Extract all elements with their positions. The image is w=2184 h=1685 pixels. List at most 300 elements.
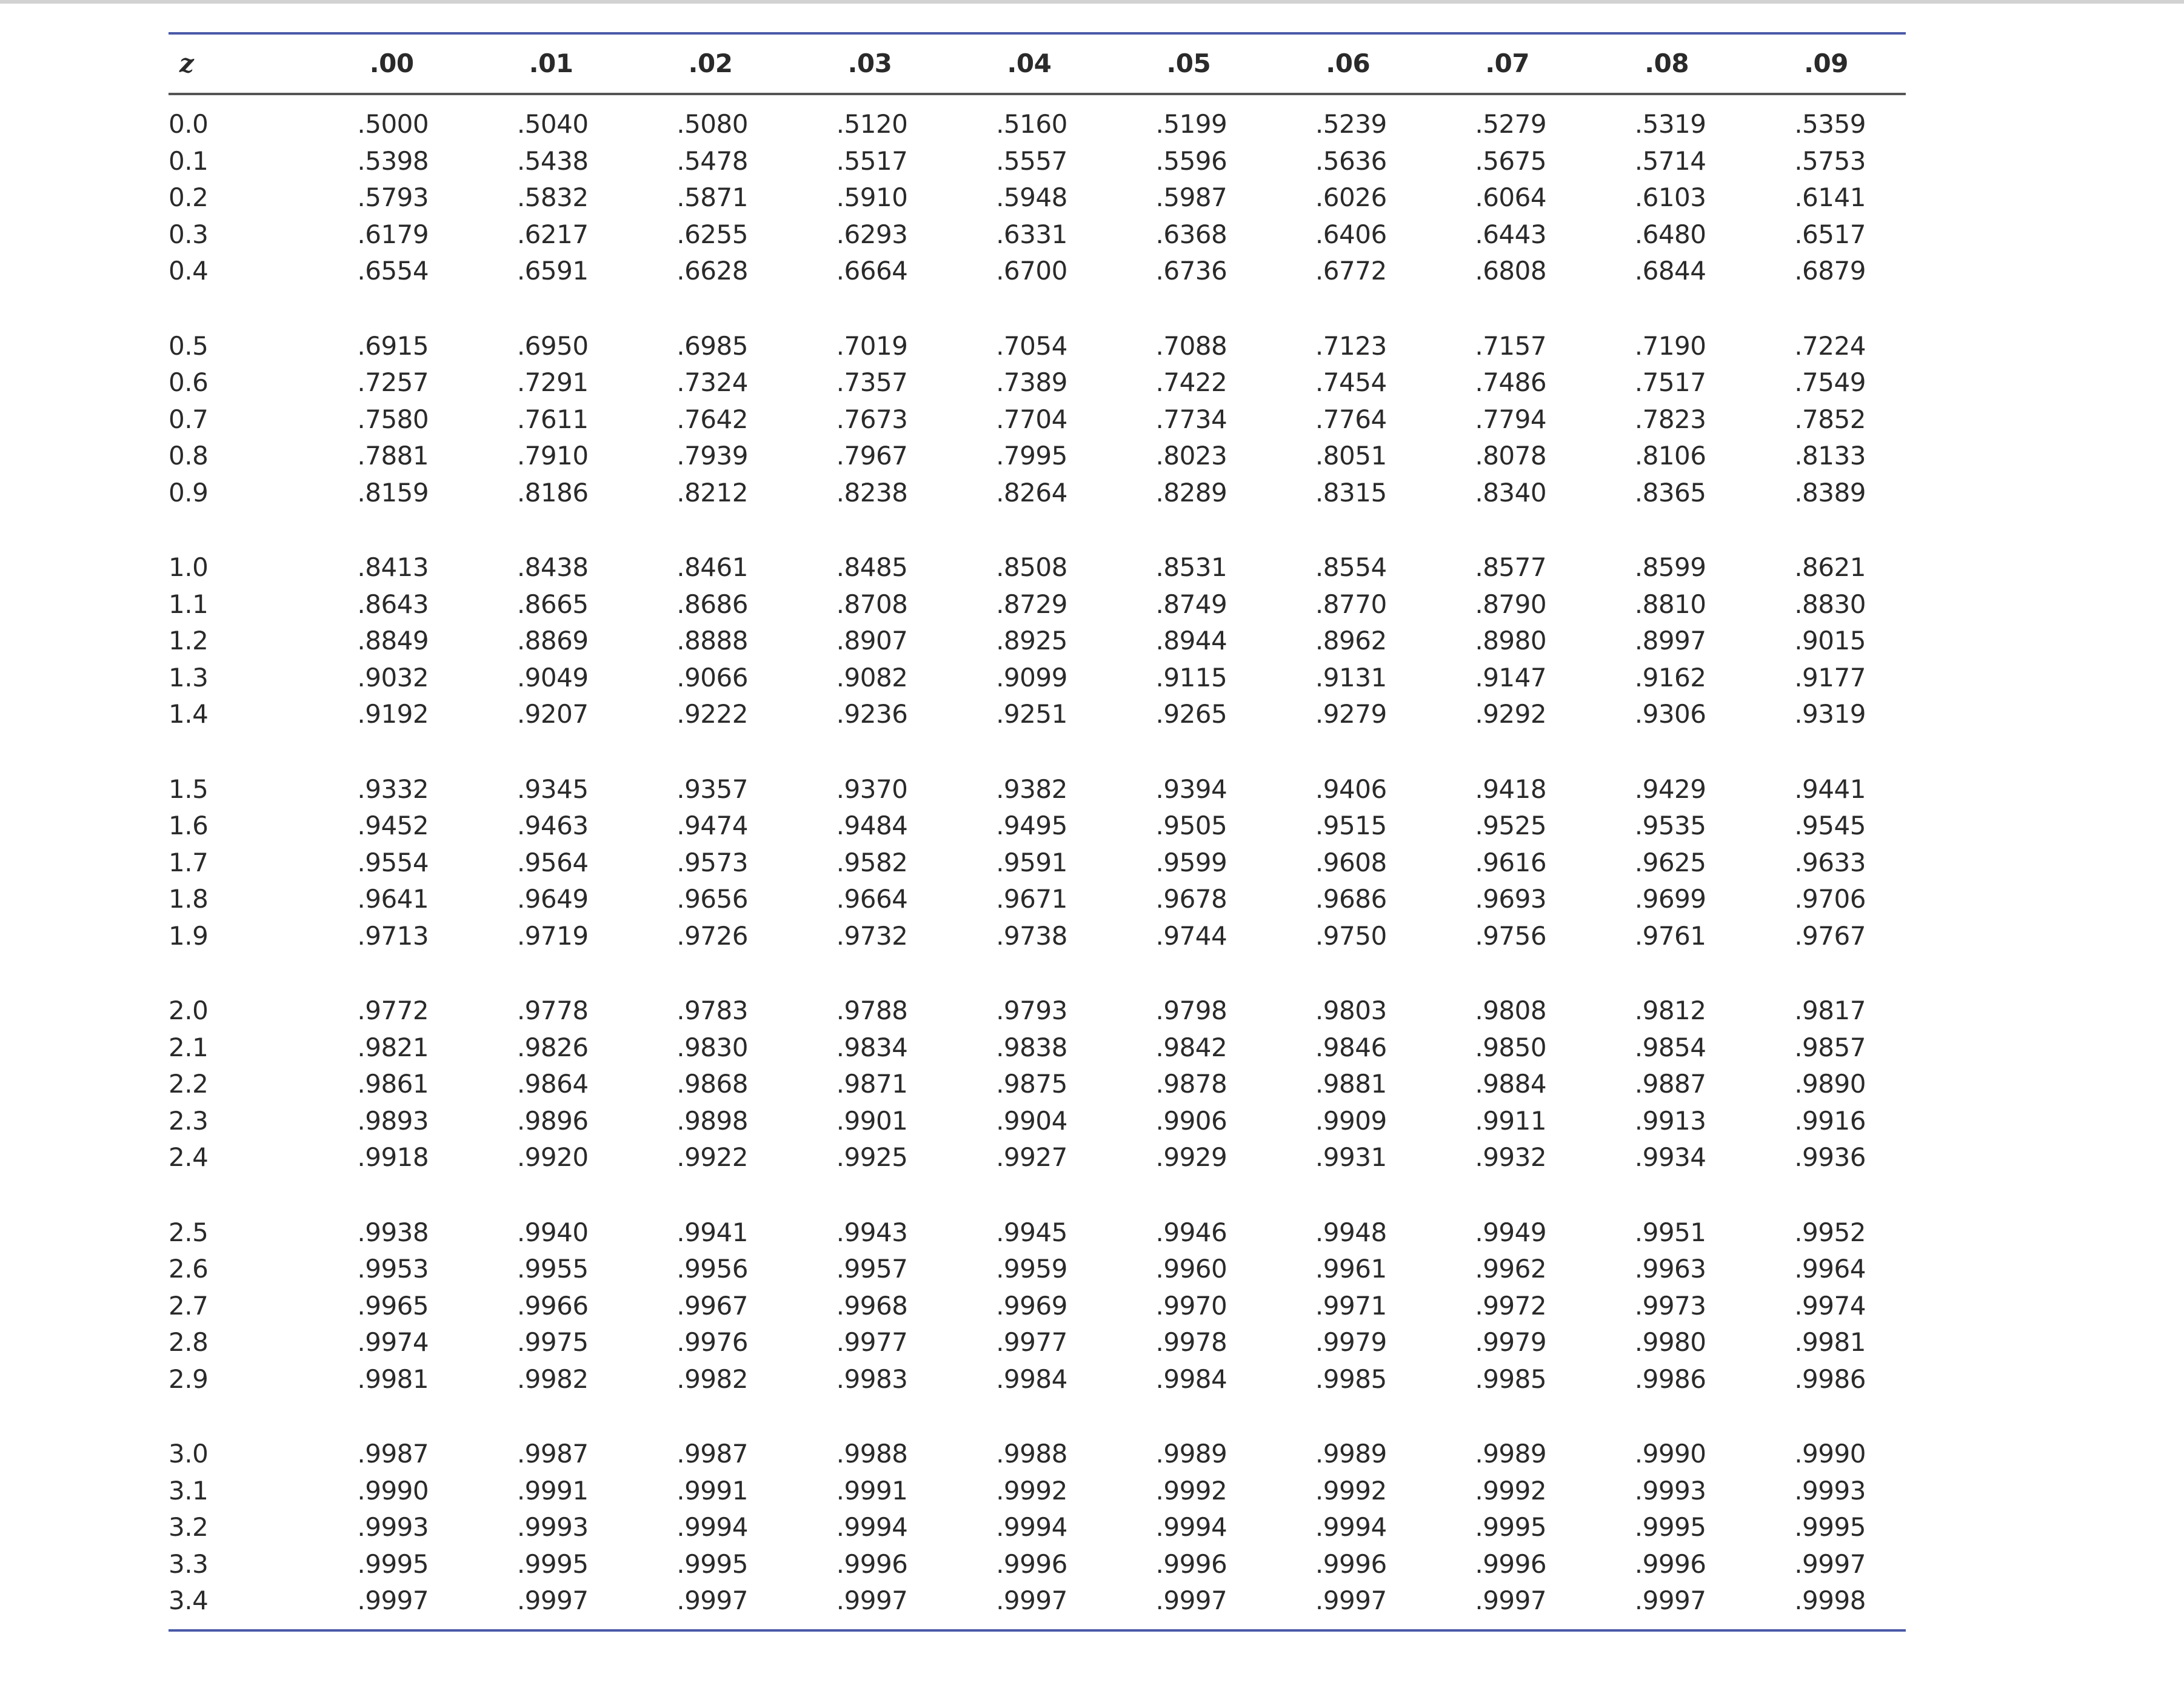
table-row bbox=[169, 328, 1906, 365]
table-cell: .9686 bbox=[1315, 884, 1387, 914]
table-cell: .8413 bbox=[357, 552, 429, 583]
table-cell: .6772 bbox=[1315, 256, 1387, 286]
table-cell: .9985 bbox=[1315, 1364, 1387, 1394]
table-cell: .8212 bbox=[676, 477, 748, 508]
table-cell: .9345 bbox=[516, 774, 589, 804]
table-row bbox=[169, 1214, 1906, 1251]
table-cell: .9993 bbox=[1794, 1475, 1866, 1506]
table-cell: .9964 bbox=[1794, 1254, 1866, 1284]
table-cell: .9967 bbox=[676, 1290, 748, 1321]
header-z: z bbox=[179, 49, 194, 78]
table-cell: .9988 bbox=[836, 1439, 908, 1469]
table-cell: .9946 bbox=[1155, 1217, 1227, 1247]
table-cell: .9920 bbox=[516, 1142, 589, 1173]
row-z-value: 0.5 bbox=[169, 330, 209, 361]
table-cell: .9906 bbox=[1155, 1105, 1227, 1136]
table-cell: .5910 bbox=[836, 183, 908, 213]
table-cell: .9911 bbox=[1475, 1105, 1547, 1136]
table-cell: .8621 bbox=[1794, 552, 1866, 583]
table-cell: .7939 bbox=[676, 441, 748, 471]
row-z-value: 0.1 bbox=[169, 146, 209, 176]
header-col: .04 bbox=[1007, 49, 1052, 78]
table-cell: .7019 bbox=[836, 330, 908, 361]
table-cell: .8708 bbox=[836, 589, 908, 619]
table-cell: .7422 bbox=[1155, 367, 1227, 398]
row-z-value: 2.8 bbox=[169, 1327, 209, 1358]
table-cell: .8749 bbox=[1155, 589, 1227, 619]
table-cell: .9803 bbox=[1315, 996, 1387, 1026]
table-cell: .9991 bbox=[516, 1475, 589, 1506]
table-cell: .9817 bbox=[1794, 996, 1866, 1026]
table-cell: .9927 bbox=[996, 1142, 1067, 1173]
table-cell: .7910 bbox=[516, 441, 589, 471]
header-col: .07 bbox=[1485, 49, 1530, 78]
table-cell: .7823 bbox=[1634, 404, 1706, 434]
table-cell: .5871 bbox=[676, 183, 748, 213]
table-cell: .7611 bbox=[516, 404, 589, 434]
row-z-value: 2.6 bbox=[169, 1254, 209, 1284]
table-cell: .8810 bbox=[1634, 589, 1706, 619]
table-cell: .9641 bbox=[357, 884, 429, 914]
table-cell: .9966 bbox=[516, 1290, 589, 1321]
table-cell: .7673 bbox=[836, 404, 908, 434]
table-cell: .8665 bbox=[516, 589, 589, 619]
table-cell: .5675 bbox=[1475, 146, 1547, 176]
table-cell: .6915 bbox=[357, 330, 429, 361]
table-cell: .6985 bbox=[676, 330, 748, 361]
row-z-value: 2.9 bbox=[169, 1364, 209, 1394]
table-cell: .9945 bbox=[996, 1217, 1067, 1247]
table-cell: .9887 bbox=[1634, 1069, 1706, 1099]
table-cell: .9495 bbox=[996, 811, 1067, 841]
row-group bbox=[169, 1436, 1906, 1620]
table-cell: .7967 bbox=[836, 441, 908, 471]
table-cell: .9997 bbox=[836, 1586, 908, 1616]
row-z-value: 1.6 bbox=[169, 811, 209, 841]
table-cell: .9767 bbox=[1794, 920, 1866, 951]
table-cell: .9934 bbox=[1634, 1142, 1706, 1173]
row-z-value: 0.2 bbox=[169, 183, 209, 213]
table-cell: .9265 bbox=[1155, 699, 1227, 729]
table-cell: .9994 bbox=[836, 1512, 908, 1543]
table-cell: .9115 bbox=[1155, 662, 1227, 692]
table-cell: .9147 bbox=[1475, 662, 1547, 692]
table-cell: .9649 bbox=[516, 884, 589, 914]
table-cell: .9997 bbox=[1634, 1586, 1706, 1616]
table-row bbox=[169, 1546, 1906, 1583]
table-cell: .9973 bbox=[1634, 1290, 1706, 1321]
table-cell: .9985 bbox=[1475, 1364, 1547, 1394]
table-cell: .9678 bbox=[1155, 884, 1227, 914]
table-cell: .9969 bbox=[996, 1290, 1067, 1321]
table-cell: .8686 bbox=[676, 589, 748, 619]
table-cell: .9082 bbox=[836, 662, 908, 692]
table-cell: .7704 bbox=[996, 404, 1067, 434]
table-cell: .6293 bbox=[836, 219, 908, 249]
table-cell: .9997 bbox=[1315, 1586, 1387, 1616]
table-cell: .9901 bbox=[836, 1105, 908, 1136]
table-cell: .9996 bbox=[1155, 1549, 1227, 1579]
table-row bbox=[169, 1103, 1906, 1140]
table-cell: .9984 bbox=[996, 1364, 1067, 1394]
table-cell: .8159 bbox=[357, 477, 429, 508]
table-cell: .6406 bbox=[1315, 219, 1387, 249]
table-cell: .9861 bbox=[357, 1069, 429, 1099]
table-cell: .5120 bbox=[836, 109, 908, 139]
table-cell: .7580 bbox=[357, 404, 429, 434]
table-cell: .9993 bbox=[357, 1512, 429, 1543]
table-cell: .9987 bbox=[676, 1439, 748, 1469]
table-cell: .8643 bbox=[357, 589, 429, 619]
table-cell: .9599 bbox=[1155, 847, 1227, 877]
table-cell: .6879 bbox=[1794, 256, 1866, 286]
table-cell: .5279 bbox=[1475, 109, 1547, 139]
table-cell: .9996 bbox=[836, 1549, 908, 1579]
table-cell: .5987 bbox=[1155, 183, 1227, 213]
table-row bbox=[169, 1473, 1906, 1510]
table-cell: .9732 bbox=[836, 920, 908, 951]
table-cell: .9251 bbox=[996, 699, 1067, 729]
table-cell: .7157 bbox=[1475, 330, 1547, 361]
table-cell: .5398 bbox=[357, 146, 429, 176]
table-cell: .9909 bbox=[1315, 1105, 1387, 1136]
table-row bbox=[169, 106, 1906, 143]
table-cell: .9850 bbox=[1475, 1032, 1547, 1062]
table-row bbox=[169, 696, 1906, 733]
table-row bbox=[169, 1324, 1906, 1361]
table-cell: .9991 bbox=[676, 1475, 748, 1506]
table-cell: .6591 bbox=[516, 256, 589, 286]
table-cell: .7549 bbox=[1794, 367, 1866, 398]
table-cell: .9783 bbox=[676, 996, 748, 1026]
table-cell: .9484 bbox=[836, 811, 908, 841]
table-cell: .9535 bbox=[1634, 811, 1706, 841]
row-z-value: 0.7 bbox=[169, 404, 209, 434]
table-cell: .9990 bbox=[1794, 1439, 1866, 1469]
row-z-value: 0.6 bbox=[169, 367, 209, 398]
table-cell: .9857 bbox=[1794, 1032, 1866, 1062]
table-cell: .8133 bbox=[1794, 441, 1866, 471]
table-cell: .5557 bbox=[996, 146, 1067, 176]
table-cell: .5636 bbox=[1315, 146, 1387, 176]
table-cell: .9989 bbox=[1155, 1439, 1227, 1469]
table-cell: .9871 bbox=[836, 1069, 908, 1099]
table-row bbox=[169, 881, 1906, 918]
table-cell: .8830 bbox=[1794, 589, 1866, 619]
table-cell: .9987 bbox=[357, 1439, 429, 1469]
table-cell: .9961 bbox=[1315, 1254, 1387, 1284]
table-row bbox=[169, 1066, 1906, 1103]
table-cell: .5714 bbox=[1634, 146, 1706, 176]
table-cell: .9066 bbox=[676, 662, 748, 692]
row-z-value: 1.7 bbox=[169, 847, 209, 877]
table-cell: .8925 bbox=[996, 626, 1067, 656]
table-cell: .6480 bbox=[1634, 219, 1706, 249]
table-cell: .6217 bbox=[516, 219, 589, 249]
table-row bbox=[169, 586, 1906, 623]
table-cell: .9878 bbox=[1155, 1069, 1227, 1099]
table-cell: .9332 bbox=[357, 774, 429, 804]
table-cell: .9474 bbox=[676, 811, 748, 841]
header-col: .01 bbox=[529, 49, 573, 78]
table-cell: .9842 bbox=[1155, 1032, 1227, 1062]
table-cell: .9997 bbox=[676, 1586, 748, 1616]
table-cell: .9656 bbox=[676, 884, 748, 914]
table-cell: .5478 bbox=[676, 146, 748, 176]
table-cell: .8315 bbox=[1315, 477, 1387, 508]
table-cell: .9616 bbox=[1475, 847, 1547, 877]
table-cell: .8962 bbox=[1315, 626, 1387, 656]
table-cell: .9960 bbox=[1155, 1254, 1227, 1284]
table-cell: .8599 bbox=[1634, 552, 1706, 583]
table-row bbox=[169, 1030, 1906, 1067]
row-z-value: 0.3 bbox=[169, 219, 209, 249]
row-group bbox=[169, 771, 1906, 955]
table-cell: .9515 bbox=[1315, 811, 1387, 841]
table-cell: .8365 bbox=[1634, 477, 1706, 508]
row-group bbox=[169, 328, 1906, 512]
table-cell: .9207 bbox=[516, 699, 589, 729]
table-cell: .9306 bbox=[1634, 699, 1706, 729]
table-cell: .9997 bbox=[1475, 1586, 1547, 1616]
table-cell: .8790 bbox=[1475, 589, 1547, 619]
table-cell: .9980 bbox=[1634, 1327, 1706, 1358]
table-row bbox=[169, 143, 1906, 180]
table-cell: .8461 bbox=[676, 552, 748, 583]
table-cell: .9994 bbox=[996, 1512, 1067, 1543]
table-cell: .8186 bbox=[516, 477, 589, 508]
table-cell: .9846 bbox=[1315, 1032, 1387, 1062]
table-cell: .9962 bbox=[1475, 1254, 1547, 1284]
table-cell: .6179 bbox=[357, 219, 429, 249]
row-z-value: 1.5 bbox=[169, 774, 209, 804]
table-cell: .8508 bbox=[996, 552, 1067, 583]
table-cell: .8078 bbox=[1475, 441, 1547, 471]
table-cell: .9750 bbox=[1315, 920, 1387, 951]
table-cell: .9997 bbox=[357, 1586, 429, 1616]
row-z-value: 3.4 bbox=[169, 1586, 209, 1616]
table-cell: .9953 bbox=[357, 1254, 429, 1284]
table-cell: .7517 bbox=[1634, 367, 1706, 398]
row-z-value: 1.8 bbox=[169, 884, 209, 914]
table-cell: .8389 bbox=[1794, 477, 1866, 508]
table-cell: .8980 bbox=[1475, 626, 1547, 656]
table-cell: .9382 bbox=[996, 774, 1067, 804]
table-cell: .7734 bbox=[1155, 404, 1227, 434]
table-cell: .9452 bbox=[357, 811, 429, 841]
table-cell: .8729 bbox=[996, 589, 1067, 619]
table-cell: .6255 bbox=[676, 219, 748, 249]
table-cell: .8289 bbox=[1155, 477, 1227, 508]
table-cell: .9948 bbox=[1315, 1217, 1387, 1247]
table-cell: .9884 bbox=[1475, 1069, 1547, 1099]
table-cell: .9984 bbox=[1155, 1364, 1227, 1394]
table-cell: .9591 bbox=[996, 847, 1067, 877]
table-cell: .7881 bbox=[357, 441, 429, 471]
row-z-value: 3.3 bbox=[169, 1549, 209, 1579]
table-cell: .9177 bbox=[1794, 662, 1866, 692]
table-row bbox=[169, 1583, 1906, 1620]
table-cell: .6331 bbox=[996, 219, 1067, 249]
table-cell: .7389 bbox=[996, 367, 1067, 398]
table-cell: .6443 bbox=[1475, 219, 1547, 249]
table-cell: .9949 bbox=[1475, 1217, 1547, 1247]
table-cell: .5793 bbox=[357, 183, 429, 213]
table-cell: .9406 bbox=[1315, 774, 1387, 804]
table-cell: .7224 bbox=[1794, 330, 1866, 361]
table-cell: .9929 bbox=[1155, 1142, 1227, 1173]
row-z-value: 2.7 bbox=[169, 1290, 209, 1321]
table-cell: .9875 bbox=[996, 1069, 1067, 1099]
row-z-value: 1.4 bbox=[169, 699, 209, 729]
table-cell: .9979 bbox=[1475, 1327, 1547, 1358]
table-cell: .6700 bbox=[996, 256, 1067, 286]
table-cell: .9429 bbox=[1634, 774, 1706, 804]
table-cell: .9976 bbox=[676, 1327, 748, 1358]
table-cell: .6517 bbox=[1794, 219, 1866, 249]
table-cell: .9162 bbox=[1634, 662, 1706, 692]
row-z-value: 2.2 bbox=[169, 1069, 209, 1099]
table-cell: .9990 bbox=[1634, 1439, 1706, 1469]
table-cell: .9994 bbox=[1155, 1512, 1227, 1543]
table-cell: .9998 bbox=[1794, 1586, 1866, 1616]
table-cell: .9545 bbox=[1794, 811, 1866, 841]
table-cell: .9015 bbox=[1794, 626, 1866, 656]
table-row bbox=[169, 1251, 1906, 1288]
table-cell: .9726 bbox=[676, 920, 748, 951]
table-cell: .9995 bbox=[1475, 1512, 1547, 1543]
table-cell: .6950 bbox=[516, 330, 589, 361]
table-row bbox=[169, 918, 1906, 955]
table-row bbox=[169, 660, 1906, 697]
table-cell: .9394 bbox=[1155, 774, 1227, 804]
table-cell: .9554 bbox=[357, 847, 429, 877]
row-z-value: 0.9 bbox=[169, 477, 209, 508]
table-cell: .8907 bbox=[836, 626, 908, 656]
header-col: .06 bbox=[1326, 49, 1371, 78]
table-cell: .9995 bbox=[516, 1549, 589, 1579]
table-cell: .9222 bbox=[676, 699, 748, 729]
table-cell: .9996 bbox=[1634, 1549, 1706, 1579]
table-cell: .9236 bbox=[836, 699, 908, 729]
table-row bbox=[169, 1361, 1906, 1398]
table-row bbox=[169, 253, 1906, 290]
header-col: .05 bbox=[1166, 49, 1211, 78]
table-cell: .9983 bbox=[836, 1364, 908, 1394]
header-col: .09 bbox=[1804, 49, 1848, 78]
table-cell: .9990 bbox=[357, 1475, 429, 1506]
table-cell: .9898 bbox=[676, 1105, 748, 1136]
table-cell: .9788 bbox=[836, 996, 908, 1026]
table-cell: .9279 bbox=[1315, 699, 1387, 729]
row-z-value: 1.3 bbox=[169, 662, 209, 692]
table-cell: .9987 bbox=[516, 1439, 589, 1469]
table-cell: .8849 bbox=[357, 626, 429, 656]
table-cell: .8944 bbox=[1155, 626, 1227, 656]
table-cell: .9671 bbox=[996, 884, 1067, 914]
table-cell: .7088 bbox=[1155, 330, 1227, 361]
row-z-value: 1.1 bbox=[169, 589, 209, 619]
table-cell: .9357 bbox=[676, 774, 748, 804]
table-cell: .9625 bbox=[1634, 847, 1706, 877]
table-cell: .6736 bbox=[1155, 256, 1227, 286]
table-cell: .8051 bbox=[1315, 441, 1387, 471]
table-cell: .9986 bbox=[1794, 1364, 1866, 1394]
table-body bbox=[169, 95, 1906, 1620]
table-cell: .9573 bbox=[676, 847, 748, 877]
table-cell: .9932 bbox=[1475, 1142, 1547, 1173]
table-cell: .9992 bbox=[996, 1475, 1067, 1506]
table-row bbox=[169, 623, 1906, 660]
table-cell: .9943 bbox=[836, 1217, 908, 1247]
table-cell: .9977 bbox=[836, 1327, 908, 1358]
table-cell: .9991 bbox=[836, 1475, 908, 1506]
row-z-value: 1.2 bbox=[169, 626, 209, 656]
table-cell: .9049 bbox=[516, 662, 589, 692]
table-cell: .7794 bbox=[1475, 404, 1547, 434]
table-cell: .9995 bbox=[357, 1549, 429, 1579]
table-cell: .5359 bbox=[1794, 109, 1866, 139]
table-cell: .8238 bbox=[836, 477, 908, 508]
table-cell: .9525 bbox=[1475, 811, 1547, 841]
table-cell: .6664 bbox=[836, 256, 908, 286]
table-cell: .9441 bbox=[1794, 774, 1866, 804]
z-table bbox=[169, 32, 1906, 1632]
table-cell: .9582 bbox=[836, 847, 908, 877]
table-cell: .9868 bbox=[676, 1069, 748, 1099]
table-header-row bbox=[169, 35, 1906, 95]
table-cell: .7852 bbox=[1794, 404, 1866, 434]
table-cell: .9854 bbox=[1634, 1032, 1706, 1062]
table-cell: .9633 bbox=[1794, 847, 1866, 877]
table-cell: .9997 bbox=[996, 1586, 1067, 1616]
table-cell: .9974 bbox=[357, 1327, 429, 1358]
table-cell: .5438 bbox=[516, 146, 589, 176]
header-col: .08 bbox=[1645, 49, 1689, 78]
table-cell: .9693 bbox=[1475, 884, 1547, 914]
table-cell: .9989 bbox=[1315, 1439, 1387, 1469]
table-cell: .9936 bbox=[1794, 1142, 1866, 1173]
table-cell: .9995 bbox=[1794, 1512, 1866, 1543]
table-cell: .7995 bbox=[996, 441, 1067, 471]
table-cell: .8485 bbox=[836, 552, 908, 583]
table-cell: .9968 bbox=[836, 1290, 908, 1321]
table-cell: .9963 bbox=[1634, 1254, 1706, 1284]
table-cell: .9881 bbox=[1315, 1069, 1387, 1099]
table-cell: .9977 bbox=[996, 1327, 1067, 1358]
row-group bbox=[169, 1214, 1906, 1398]
header-col: .00 bbox=[369, 49, 414, 78]
row-z-value: 2.0 bbox=[169, 996, 209, 1026]
table-cell: .9957 bbox=[836, 1254, 908, 1284]
table-cell: .9940 bbox=[516, 1217, 589, 1247]
table-cell: .7642 bbox=[676, 404, 748, 434]
row-z-value: 0.0 bbox=[169, 109, 209, 139]
table-cell: .9834 bbox=[836, 1032, 908, 1062]
table-cell: .9699 bbox=[1634, 884, 1706, 914]
table-cell: .6368 bbox=[1155, 219, 1227, 249]
table-cell: .9975 bbox=[516, 1327, 589, 1358]
table-bottom-rule bbox=[169, 1629, 1906, 1632]
table-cell: .9292 bbox=[1475, 699, 1547, 729]
table-cell: .7123 bbox=[1315, 330, 1387, 361]
table-cell: .6844 bbox=[1634, 256, 1706, 286]
table-cell: .9505 bbox=[1155, 811, 1227, 841]
table-cell: .9956 bbox=[676, 1254, 748, 1284]
table-row bbox=[169, 438, 1906, 475]
table-cell: .8531 bbox=[1155, 552, 1227, 583]
table-cell: .9959 bbox=[996, 1254, 1067, 1284]
